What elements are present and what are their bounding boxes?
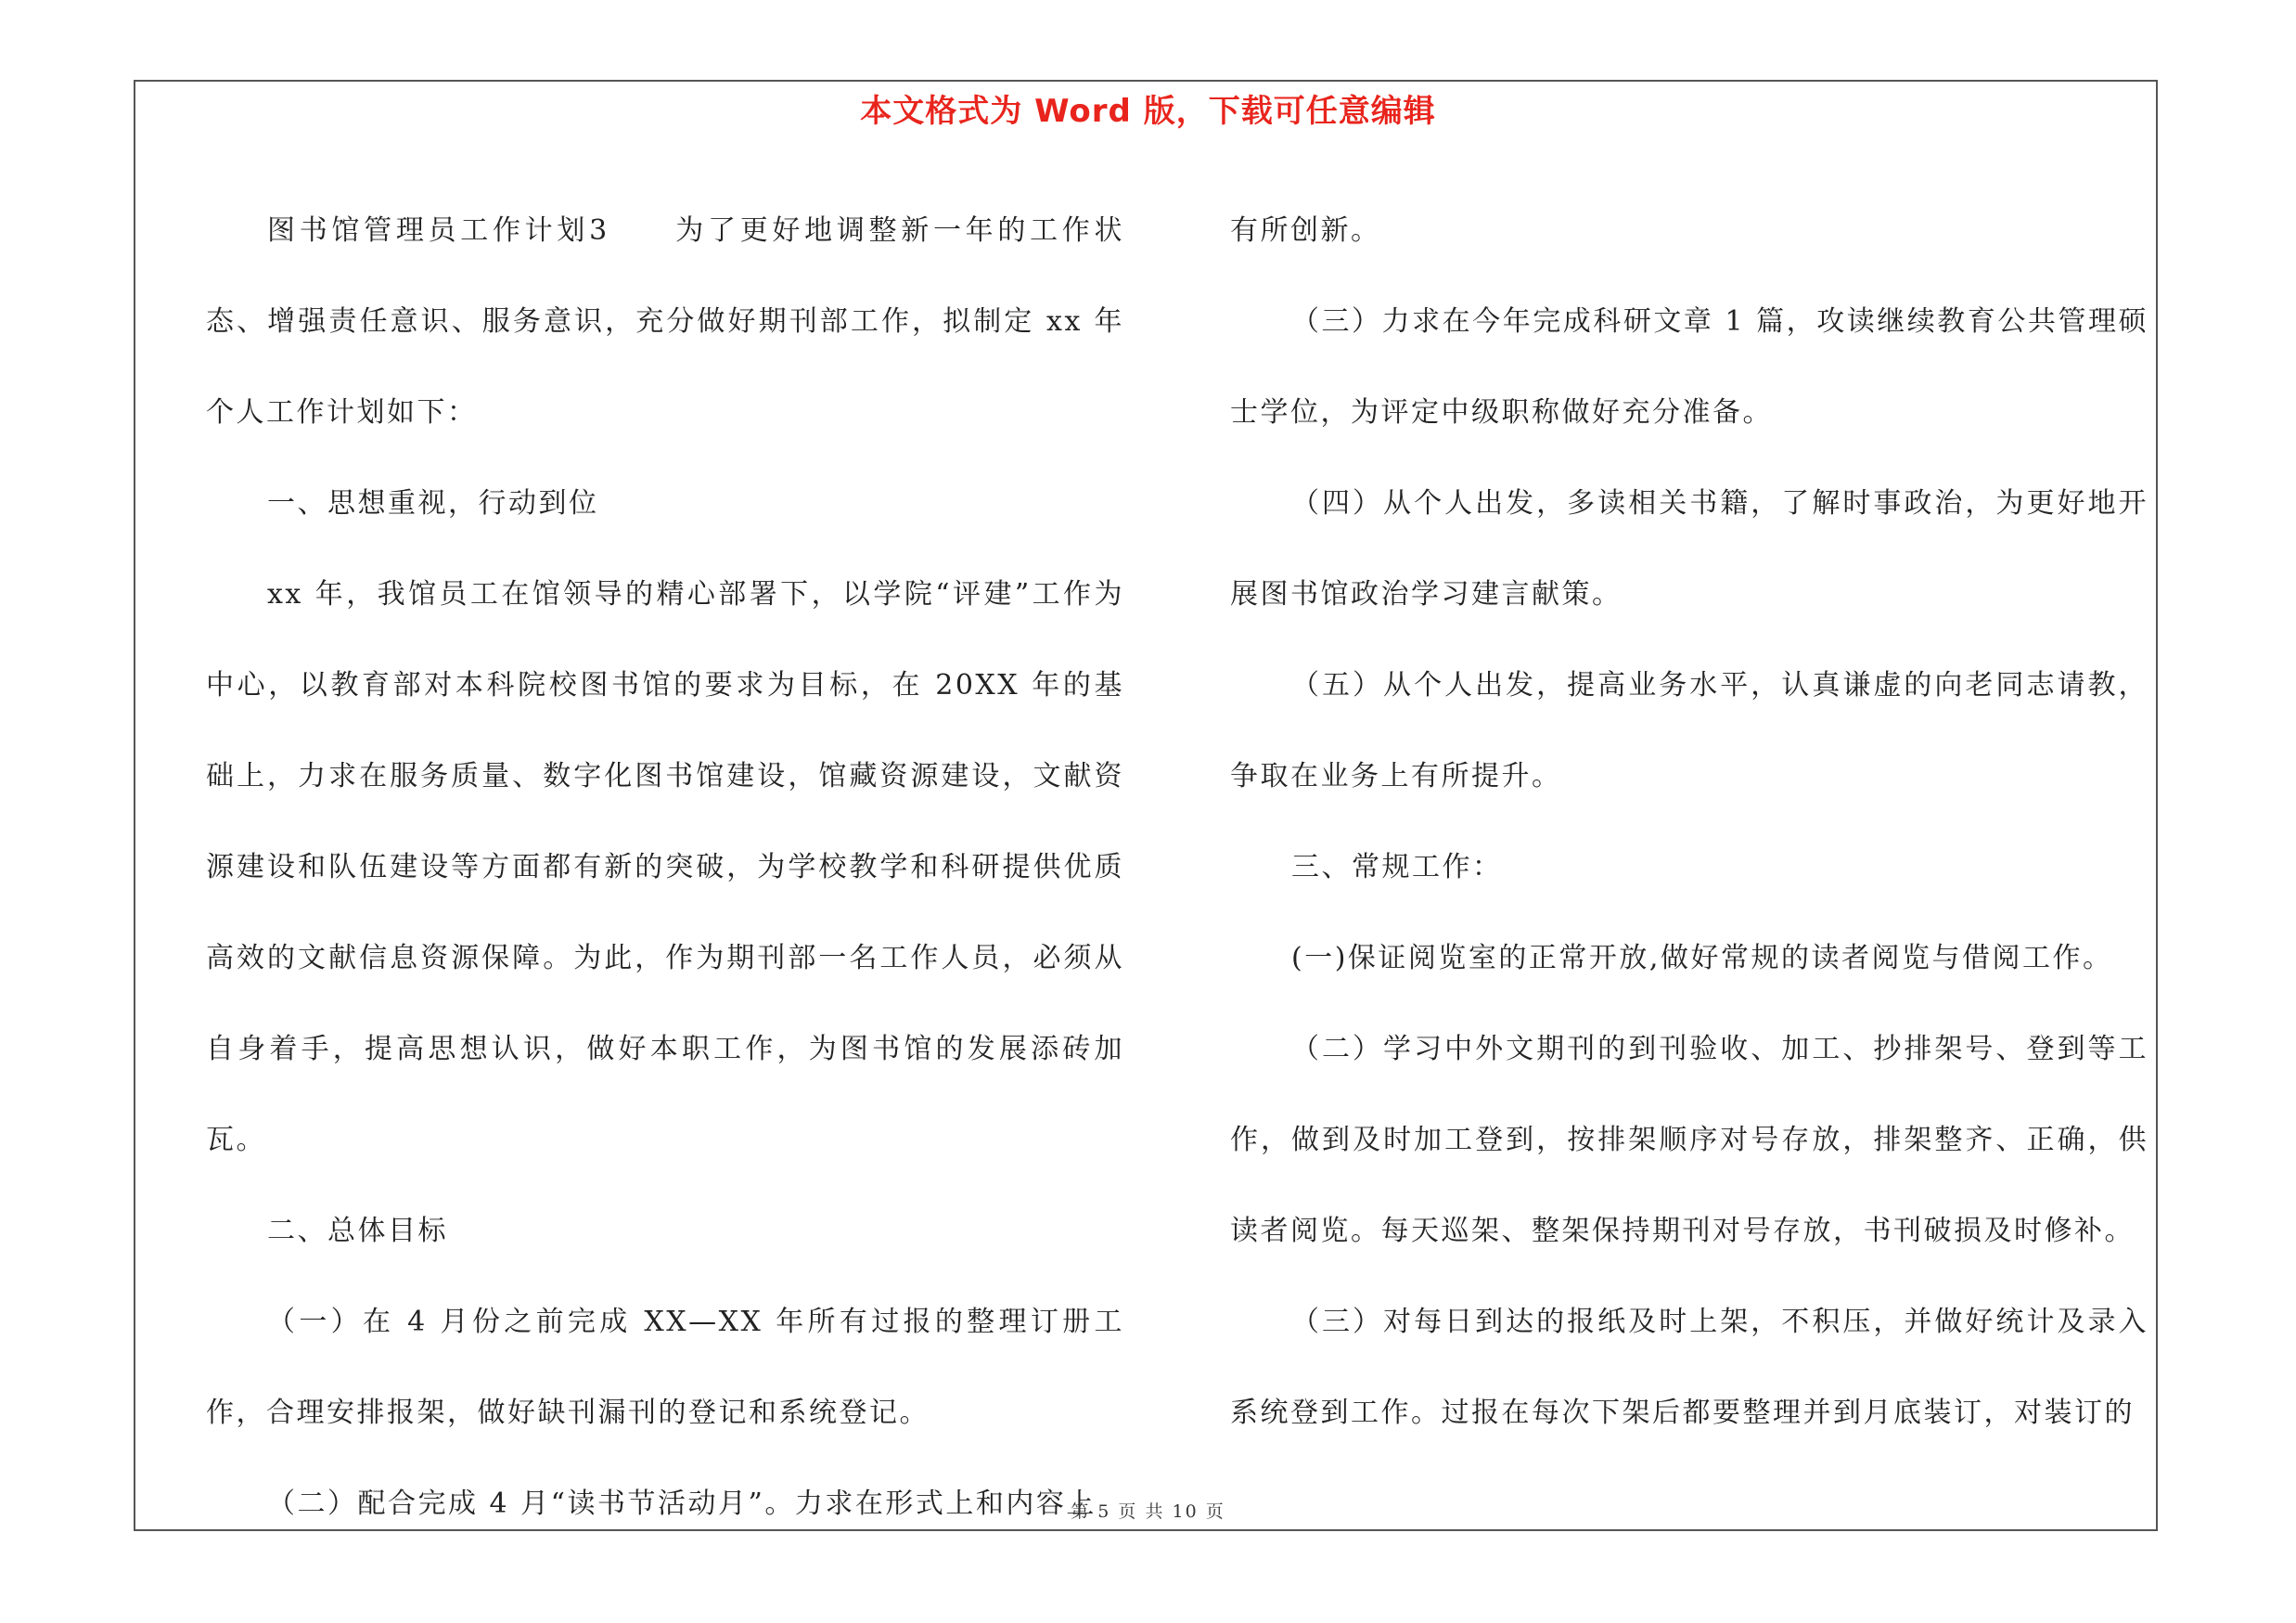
format-banner: 本文格式为 Word 版，下载可任意编辑	[860, 93, 1436, 130]
right-column	[1230, 186, 2148, 1459]
paragraph: (一)保证阅览室的正常开放,做好常规的读者阅览与借阅工作。	[1291, 942, 2113, 974]
paragraph: （四）从个人出发，多读相关书籍，了解时事政治，为更好地开展图书馆政治学习建言献策。	[1230, 487, 2148, 611]
paragraph: （二）配合完成 4 月“读书节活动月”。力求在形式上和内容上	[267, 1488, 1097, 1520]
paragraph: （三）力求在今年完成科研文章 1 篇，攻读继续教育公共管理硕士学位，为评定中级职称做好充分准备。	[1230, 305, 2148, 429]
paragraph: （一）在 4 月份之前完成 XX—XX 年所有过报的整理订册工作，合理安排报架，做好缺刊漏刊的登记和系统登记。	[206, 1306, 1124, 1429]
section-heading: 三、常规工作：	[1291, 851, 1503, 883]
section-heading: 二、总体目标	[267, 1215, 448, 1247]
left-column	[206, 186, 1124, 1550]
paragraph: 有所创新。	[1230, 214, 1381, 247]
section-heading: 一、思想重视，行动到位	[267, 487, 599, 520]
paragraph: （三）对每日到达的报纸及时上架，不积压，并做好统计及录入系统登到工作。过报在每次下架后都要整理并到月底装订，对装订的	[1230, 1306, 2148, 1429]
paragraph: （五）从个人出发，提高业务水平，认真谦虚的向老同志请教，争取在业务上有所提升。	[1230, 669, 2148, 792]
page-number-footer: 第 5 页 共 10 页	[1071, 1501, 1225, 1522]
paragraph: 图书馆管理员工作计划3 为了更好地调整新一年的工作状态、增强责任意识、服务意识，充分做好期刊部工作，拟制定 xx 年个人工作计划如下：	[206, 214, 1124, 429]
paragraph: xx 年，我馆员工在馆领导的精心部署下，以学院“评建”工作为中心，以教育部对本科院校图书馆的要求为目标，在 20XX 年的基础上，力求在服务质量、数字化图书馆建设，馆藏资源建设，文献资源建设和队伍建设等方面都有新的突破，为学校教学和科研提供优质高效的文献信息资源保障。为此，作为期刊部一名工作人员，必须从自身着手，提高思想认识，做好本职工作，为图书馆的发展添砖加瓦。	[206, 578, 1124, 1156]
paragraph: （二）学习中外文期刊的到刊验收、加工、抄排架号、登到等工作，做到及时加工登到，按排架顺序对号存放，排架整齐、正确，供读者阅览。每天巡架、整架保持期刊对号存放，书刊破损及时修补。	[1230, 1033, 2148, 1247]
